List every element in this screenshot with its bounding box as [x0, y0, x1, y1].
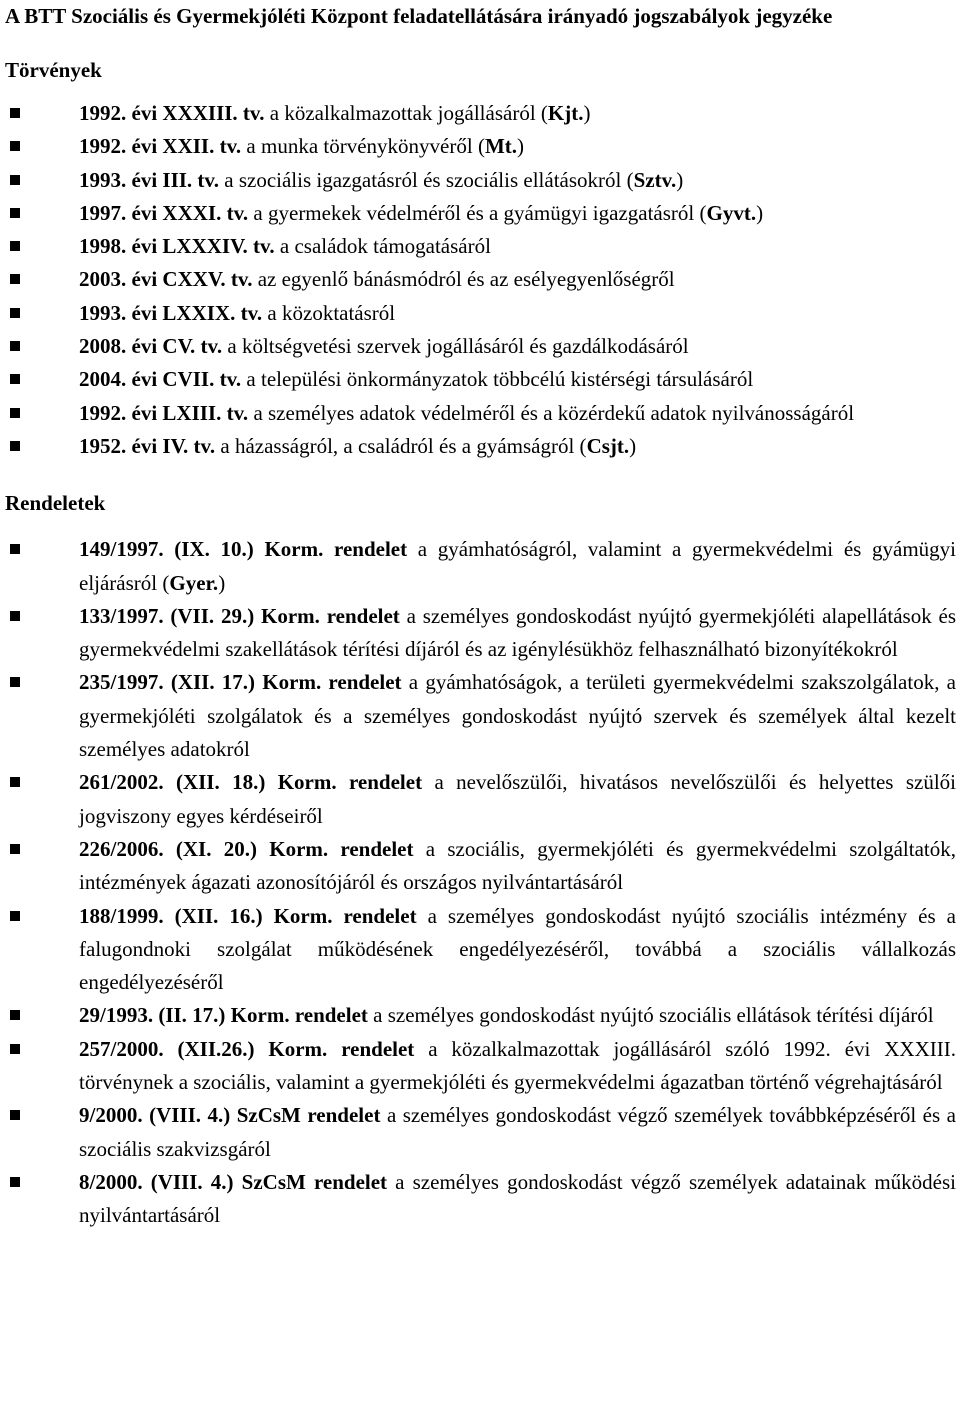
list-item — [5, 1033, 956, 1100]
list-item — [5, 330, 956, 363]
list-item — [5, 230, 956, 263]
legal-reference: 235/1997. (XII. 17.) Korm. rendelet — [79, 670, 402, 695]
square-bullet-icon — [10, 1010, 20, 1020]
square-bullet-icon — [10, 677, 20, 687]
laws-list — [5, 97, 956, 463]
square-bullet-icon — [10, 1110, 20, 1120]
square-bullet-icon — [10, 777, 20, 787]
document-title: A BTT Szociális és Gyermekjóléti Központ feladatellátására irányadó jogszabályok jegyzéke — [5, 4, 833, 28]
legal-reference: 1992. évi LXIII. tv. — [79, 400, 249, 425]
legal-reference: 9/2000. (VIII. 4.) SzCsM rendelet — [79, 1103, 381, 1128]
list-item — [5, 533, 956, 600]
square-bullet-icon — [10, 141, 20, 151]
list-item — [5, 1166, 956, 1233]
list-item — [5, 430, 956, 463]
legal-reference: 8/2000. (VIII. 4.) SzCsM rendelet — [79, 1169, 388, 1194]
legal-reference: 1998. évi LXXXIV. tv. — [79, 234, 275, 259]
legal-title: a közalkalmazottak jogállásáról ( — [264, 101, 548, 125]
legal-reference: 261/2002. (XII. 18.) Korm. rendelet — [79, 770, 423, 795]
list-item — [5, 833, 956, 900]
list-item — [5, 363, 956, 396]
square-bullet-icon — [10, 1044, 20, 1054]
square-bullet-icon — [10, 1177, 20, 1187]
legal-title: a gyámhatóságról, valamint a gyermekvédelmi és gyámügyi eljárásról ( — [79, 537, 956, 595]
square-bullet-icon — [10, 844, 20, 854]
legal-reference: 1997. évi XXXI. tv. — [79, 200, 249, 225]
list-item — [5, 999, 956, 1032]
list-item — [5, 130, 956, 163]
list-item — [5, 97, 956, 130]
legal-reference: 257/2000. (XII.26.) Korm. rendelet — [79, 1036, 415, 1061]
legal-reference: 1993. évi LXXIX. tv. — [79, 300, 263, 325]
legal-title: a személyes gondoskodást nyújtó szociális ellátások térítési díjáról — [367, 1003, 934, 1028]
legal-title: a házasságról, a családról és a gyámságról ( — [215, 433, 587, 458]
legal-reference: 188/1999. (XII. 16.) Korm. rendelet — [79, 903, 417, 928]
legal-reference: 149/1997. (IX. 10.) Korm. rendelet — [79, 537, 408, 562]
section-heading-decrees: Rendeletek — [5, 491, 106, 516]
square-bullet-icon — [10, 374, 20, 384]
legal-reference: 133/1997. (VII. 29.) Korm. rendelet — [79, 603, 400, 628]
legal-title: a személyes adatok védelméről és a közérdekű adatok nyilvánosságáról — [248, 400, 855, 425]
square-bullet-icon — [10, 544, 20, 554]
legal-reference: 1993. évi III. tv. — [79, 167, 220, 192]
closing-parenthesis: ) — [756, 200, 764, 225]
legal-abbreviation: Sztv. — [633, 167, 677, 192]
legal-title: a munka törvénykönyvéről ( — [241, 134, 485, 159]
legal-abbreviation: Csjt. — [586, 433, 630, 458]
legal-reference: 1992. évi XXXIII. tv. — [79, 101, 265, 125]
legal-abbreviation: Mt. — [484, 134, 518, 159]
square-bullet-icon — [10, 108, 20, 118]
square-bullet-icon — [10, 308, 20, 318]
list-item — [5, 397, 956, 430]
legal-title: a családok támogatásáról — [274, 234, 491, 259]
closing-parenthesis: ) — [517, 134, 525, 159]
legal-title: a személyes gondoskodást nyújtó gyermekjóléti alapellátások és gyermekvédelmi szakellátások térítési díjáról és az igénylésükhöz felhasználható bizonyítékokról — [79, 603, 956, 662]
closing-parenthesis: ) — [676, 167, 684, 192]
legal-reference: 226/2006. (XI. 20.) Korm. rendelet — [79, 836, 414, 861]
legal-reference: 2003. évi CXXV. tv. — [79, 267, 253, 292]
square-bullet-icon — [10, 175, 20, 185]
legal-title: a gyámhatóságok, a területi gyermekvédelmi szakszolgálatok, a gyermekjóléti szolgálatok és a személyes gondoskodást nyújtó szervek és személyek által kezelt személyes adatokról — [79, 670, 956, 762]
decrees-list — [5, 533, 956, 1232]
closing-parenthesis: ) — [218, 570, 226, 595]
legal-title: a személyes gondoskodást végző személyek adatainak működési nyilvántartásáról — [79, 1169, 956, 1228]
list-item — [5, 164, 956, 197]
legal-title: a nevelőszülői, hivatásos nevelőszülői és helyettes szülői jogviszony egyes kérdéseiről — [79, 770, 956, 828]
square-bullet-icon — [10, 241, 20, 251]
legal-abbreviation: Gyer. — [169, 570, 219, 595]
square-bullet-icon — [10, 274, 20, 284]
legal-title: a személyes gondoskodást nyújtó szociális intézmény és a falugondnoki szolgálat működésének engedélyezéséről, továbbá a szociális vállalkozás engedélyezéséről — [79, 903, 956, 995]
legal-title: a közoktatásról — [262, 300, 396, 325]
legal-reference: 29/1993. (II. 17.) Korm. rendelet — [79, 1003, 368, 1028]
legal-title: a szociális igazgatásról és szociális ellátásokról ( — [219, 167, 634, 192]
legal-title: a gyermekek védelméről és a gyámügyi igazgatásról ( — [248, 200, 707, 225]
square-bullet-icon — [10, 441, 20, 451]
list-item — [5, 263, 956, 296]
closing-parenthesis: ) — [583, 101, 591, 125]
legal-reference: 2004. évi CVII. tv. — [79, 367, 242, 392]
square-bullet-icon — [10, 911, 20, 921]
legal-title: az egyenlő bánásmódról és az esélyegyenlőségről — [252, 267, 675, 292]
legal-reference: 2008. évi CV. tv. — [79, 334, 223, 359]
legal-reference: 1952. évi IV. tv. — [79, 433, 216, 458]
legal-title: a személyes gondoskodást végző személyek továbbképzéséről és a szociális szakvizsgáról — [79, 1103, 956, 1161]
legal-abbreviation: Gyvt. — [706, 200, 757, 225]
list-item — [5, 297, 956, 330]
legal-title: a szociális, gyermekjóléti és gyermekvédelmi szolgáltatók, intézmények ágazati azonosítójáról és országos nyilvántartásáról — [79, 836, 956, 895]
section-heading-laws: Törvények — [5, 58, 102, 82]
square-bullet-icon — [10, 208, 20, 218]
legal-reference: 1992. évi XXII. tv. — [79, 134, 242, 159]
legal-title: a települési önkormányzatok többcélú kistérségi társulásáról — [241, 367, 754, 392]
legal-title: a költségvetési szervek jogállásáról és gazdálkodásáról — [222, 334, 689, 359]
square-bullet-icon — [10, 341, 20, 351]
list-item — [5, 666, 956, 766]
closing-parenthesis: ) — [629, 433, 637, 458]
legal-abbreviation: Kjt. — [547, 101, 584, 125]
list-item — [5, 1099, 956, 1166]
square-bullet-icon — [10, 408, 20, 418]
legal-title: a közalkalmazottak jogállásáról szóló 1992. évi XXXIII. törvénynek a szociális, valamint a gyermekjóléti és gyermekvédelmi ágazatban történő végrehajtásáról — [79, 1036, 956, 1095]
list-item — [5, 766, 956, 833]
square-bullet-icon — [10, 611, 20, 621]
list-item — [5, 197, 956, 230]
list-item — [5, 600, 956, 667]
list-item — [5, 900, 956, 1000]
